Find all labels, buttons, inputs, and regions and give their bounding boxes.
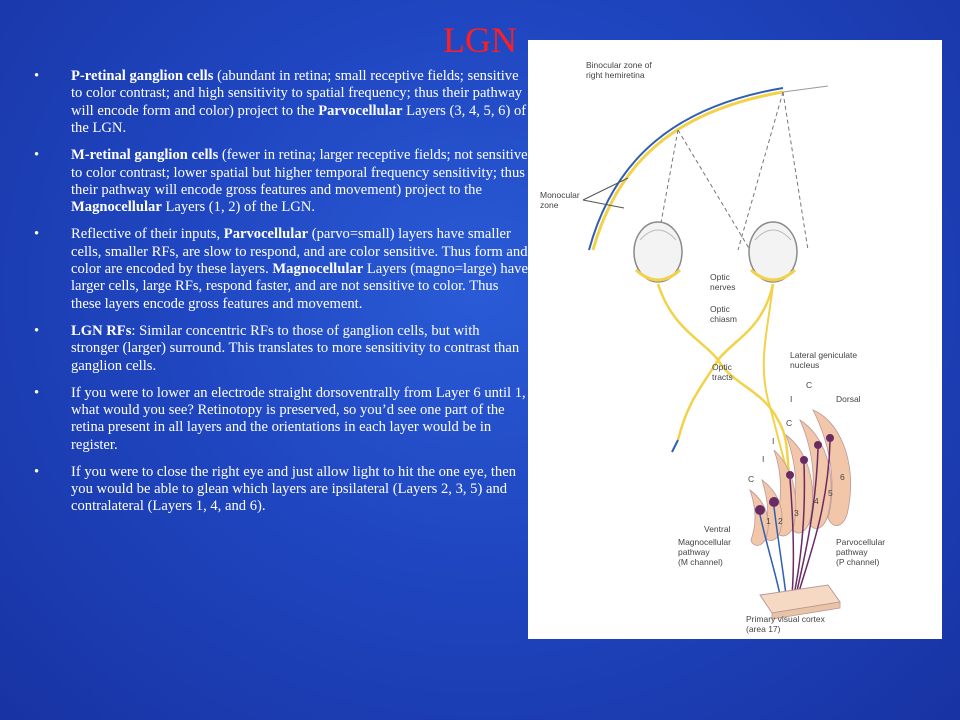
lgn-pathway-figure bbox=[528, 40, 942, 639]
bullet-marker: • bbox=[34, 68, 40, 84]
bullet-text: Layers (3, 4, 5, 6) of the LGN. bbox=[71, 102, 527, 137]
bullet-marker: • bbox=[34, 147, 40, 164]
label-layer-5: 5 bbox=[828, 488, 833, 498]
bullet-text: (parvo=small) layers have smaller cells, smaller RFs, are slow to respond, and are color sensitive. Thus form and color are encoded by these layers. bbox=[71, 226, 528, 278]
label-parvo-1: Parvocellular bbox=[836, 537, 886, 547]
label-lgn-2: nucleus bbox=[790, 360, 820, 370]
bullet-bold-text: Parvocellular bbox=[223, 226, 309, 243]
projection-line bbox=[678, 130, 750, 250]
label-i-top: I bbox=[790, 394, 793, 404]
left-eye bbox=[634, 222, 682, 282]
bullet-text: Layers (1, 2) of the LGN. bbox=[161, 199, 315, 216]
label-optic-chiasm-1: Optic bbox=[710, 304, 730, 314]
label-magno-3: (M channel) bbox=[678, 557, 723, 567]
bullet-item bbox=[34, 68, 530, 138]
bullet-marker: • bbox=[34, 322, 40, 339]
label-magno-1: Magnocellular bbox=[678, 537, 731, 547]
bullet-item bbox=[34, 226, 530, 313]
label-parvo-3: (P channel) bbox=[836, 557, 880, 567]
label-optic-nerves-1: Optic bbox=[710, 272, 730, 282]
label-cortex-1: Primary visual cortex bbox=[746, 614, 825, 624]
bullet-text: Reflective of their inputs, bbox=[71, 226, 224, 243]
label-i-low: I bbox=[762, 454, 765, 464]
bullet-text: If you were to close the right eye and just allow light to hit the one eye, then you would be able to glean which layers are ipsilateral (Layers 2, 3, 5) and contralateral (Layers 1, 4, and 6). bbox=[71, 463, 516, 515]
bullet-marker: • bbox=[34, 384, 40, 401]
bullet-text: If you were to lower an electrode straight dorsoventrally from Layer 6 until 1, what would you see? Retinotopy is preserved, so you’d see one part of the retina present in all layers and the orientations in each layer would be in register. bbox=[71, 384, 526, 453]
label-layer-6: 6 bbox=[840, 472, 845, 482]
bullet-item bbox=[34, 464, 530, 516]
label-monocular-1: Monocular bbox=[540, 190, 580, 200]
bullet-text: Layers (magno=large) have larger cells, large RFs, respond faster, and are not sensitive to color. Thus these layers encode gross features and movement. bbox=[71, 261, 528, 312]
label-layer-3: 3 bbox=[794, 508, 799, 518]
label-optic-tracts-1: Optic bbox=[712, 362, 732, 372]
bullet-item bbox=[34, 323, 530, 375]
bullet-list bbox=[34, 68, 530, 525]
label-optic-chiasm-2: chiasm bbox=[710, 314, 737, 324]
right-eye bbox=[749, 222, 797, 282]
label-optic-tracts-2: tracts bbox=[712, 372, 733, 382]
label-dorsal: Dorsal bbox=[836, 394, 861, 404]
bullet-bold-text: LGN RFs bbox=[71, 322, 132, 339]
label-lgn-1: Lateral geniculate bbox=[790, 350, 858, 360]
visual-field-arc-yellow bbox=[593, 92, 783, 250]
label-cortex-2: (area 17) bbox=[746, 624, 781, 634]
label-c-low: C bbox=[748, 474, 755, 484]
label-optic-nerves-2: nerves bbox=[710, 282, 736, 292]
bullet-text: (fewer in retina; larger receptive fields; not sensitive to color contrast; lower spatial but higher temporal frequency sensitivity; thus their pathway will encode gross features and movement) project to the bbox=[71, 147, 528, 198]
bullet-text: : Similar concentric RFs to those of ganglion cells, but with stronger (larger) surround. This translates to more sensitivity to contrast than ganglion cells. bbox=[71, 322, 520, 374]
label-binocular-1: Binocular zone of bbox=[586, 60, 652, 70]
bullet-item bbox=[34, 147, 530, 217]
label-ventral: Ventral bbox=[704, 524, 731, 534]
bullet-marker: • bbox=[34, 463, 40, 480]
label-layer-2: 2 bbox=[778, 516, 783, 526]
bullet-item bbox=[34, 385, 530, 455]
bullet-bold-text: Magnocellular bbox=[272, 261, 364, 278]
projection-line bbox=[783, 92, 808, 250]
label-c-top: C bbox=[806, 380, 813, 390]
label-c-mid: C bbox=[786, 418, 793, 428]
optic-tract-arrow bbox=[672, 440, 678, 452]
label-layer-1: 1 bbox=[766, 516, 771, 526]
label-magno-2: pathway bbox=[678, 547, 710, 557]
bullet-text: (abundant in retina; small receptive fields; sensitive to color contrast; and high sensitivity to spatial frequency; thus their pathway will encode form and color) project to the bbox=[71, 68, 523, 119]
slide-title: LGN bbox=[443, 20, 517, 60]
label-parvo-2: pathway bbox=[836, 547, 868, 557]
visual-field-arc-blue bbox=[589, 88, 783, 250]
lgn-diagram bbox=[528, 40, 942, 639]
field-edge-line bbox=[783, 86, 828, 92]
label-binocular-2: right hemiretina bbox=[586, 70, 645, 80]
bullet-bold-text: M-retinal ganglion cells bbox=[71, 147, 219, 164]
label-i-mid: I bbox=[772, 436, 775, 446]
bullet-marker: • bbox=[34, 226, 40, 243]
bullet-bold-text: Parvocellular bbox=[318, 102, 403, 119]
label-layer-4: 4 bbox=[814, 496, 819, 506]
bullet-bold-text: P-retinal ganglion cells bbox=[71, 68, 214, 84]
label-monocular-2: zone bbox=[540, 200, 559, 210]
bullet-bold-text: Magnocellular bbox=[71, 199, 162, 216]
